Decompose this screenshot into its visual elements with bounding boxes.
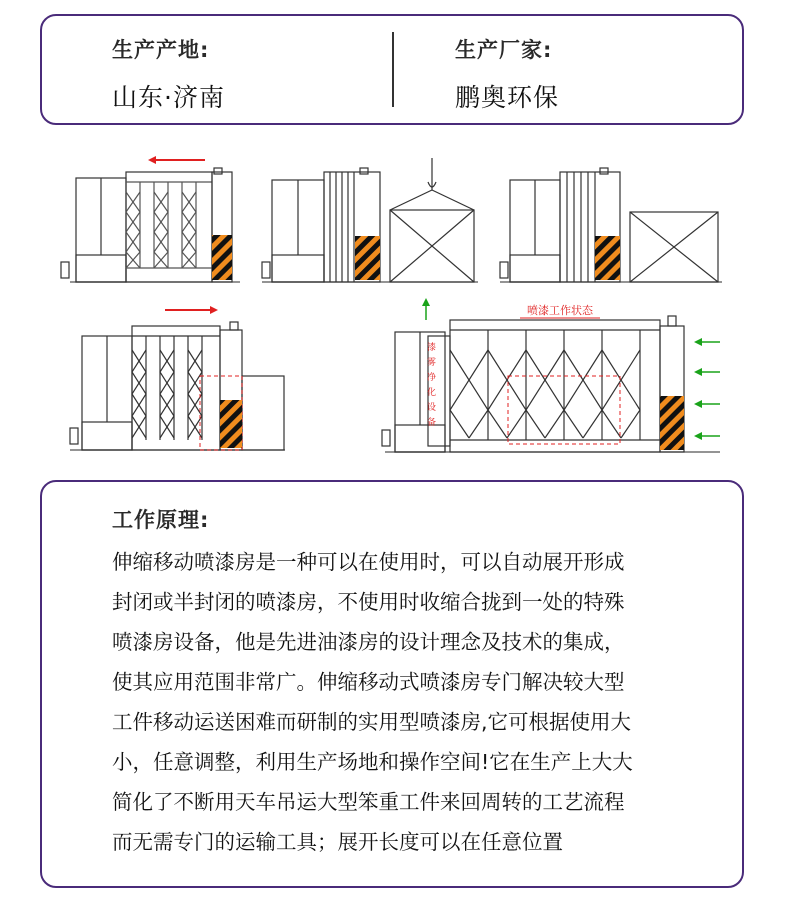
principle-line: 而无需专门的运输工具；展开长度可以在任意位置 [112,830,563,854]
principle-line: 小，任意调整，利用生产场地和操作空间!它在生产上大大 [112,750,633,774]
principle-line: 封闭或半封闭的喷漆房，不使用时收缩合拢到一处的特殊 [112,590,625,614]
info-divider [392,32,394,107]
paint-booth-diagram [40,140,744,465]
arrow-left-green-icons [694,338,720,440]
principle-line: 喷漆房设备，他是先进油漆房的设计理念及技术的集成， [112,630,625,654]
hazard-stripe-2 [355,236,380,280]
hazard-stripe-5 [660,396,684,450]
booth-fig-4 [70,322,285,450]
arrow-up-green-icon [422,298,430,320]
principle-line: 伸缩移动喷漆房是一种可以在使用时，可以自动展开形成 [112,550,625,574]
principle-title: 工作原理: [112,508,210,532]
principle-line: 使其应用范围非常广。伸缩移动式喷漆房专门解决较大型 [112,670,625,694]
manufacturer-value: 鹏奥环保 [455,83,560,112]
principle-text [112,542,732,862]
principle-line: 工件移动运送困难而研制的实用型喷漆房,它可根据使用大 [112,710,632,734]
working-principle-card [40,480,744,888]
manufacturer-label: 生产厂家: [455,38,553,62]
hazard-stripe-1 [212,235,232,280]
hazard-stripe-3 [595,236,620,280]
production-place [112,34,225,114]
production-place-value: 山东·济南 [112,83,225,112]
purifier-label: 漆雾净化设备 [425,342,435,432]
production-place-label: 生产产地: [112,38,210,62]
work-state-label: 喷漆工作状态 [527,304,593,317]
hazard-stripe-4 [220,400,242,448]
origin-info-card [40,14,744,125]
manufacturer [455,34,559,114]
principle-line: 简化了不断用天车吊运大型笨重工件来回周转的工艺流程 [112,790,625,814]
